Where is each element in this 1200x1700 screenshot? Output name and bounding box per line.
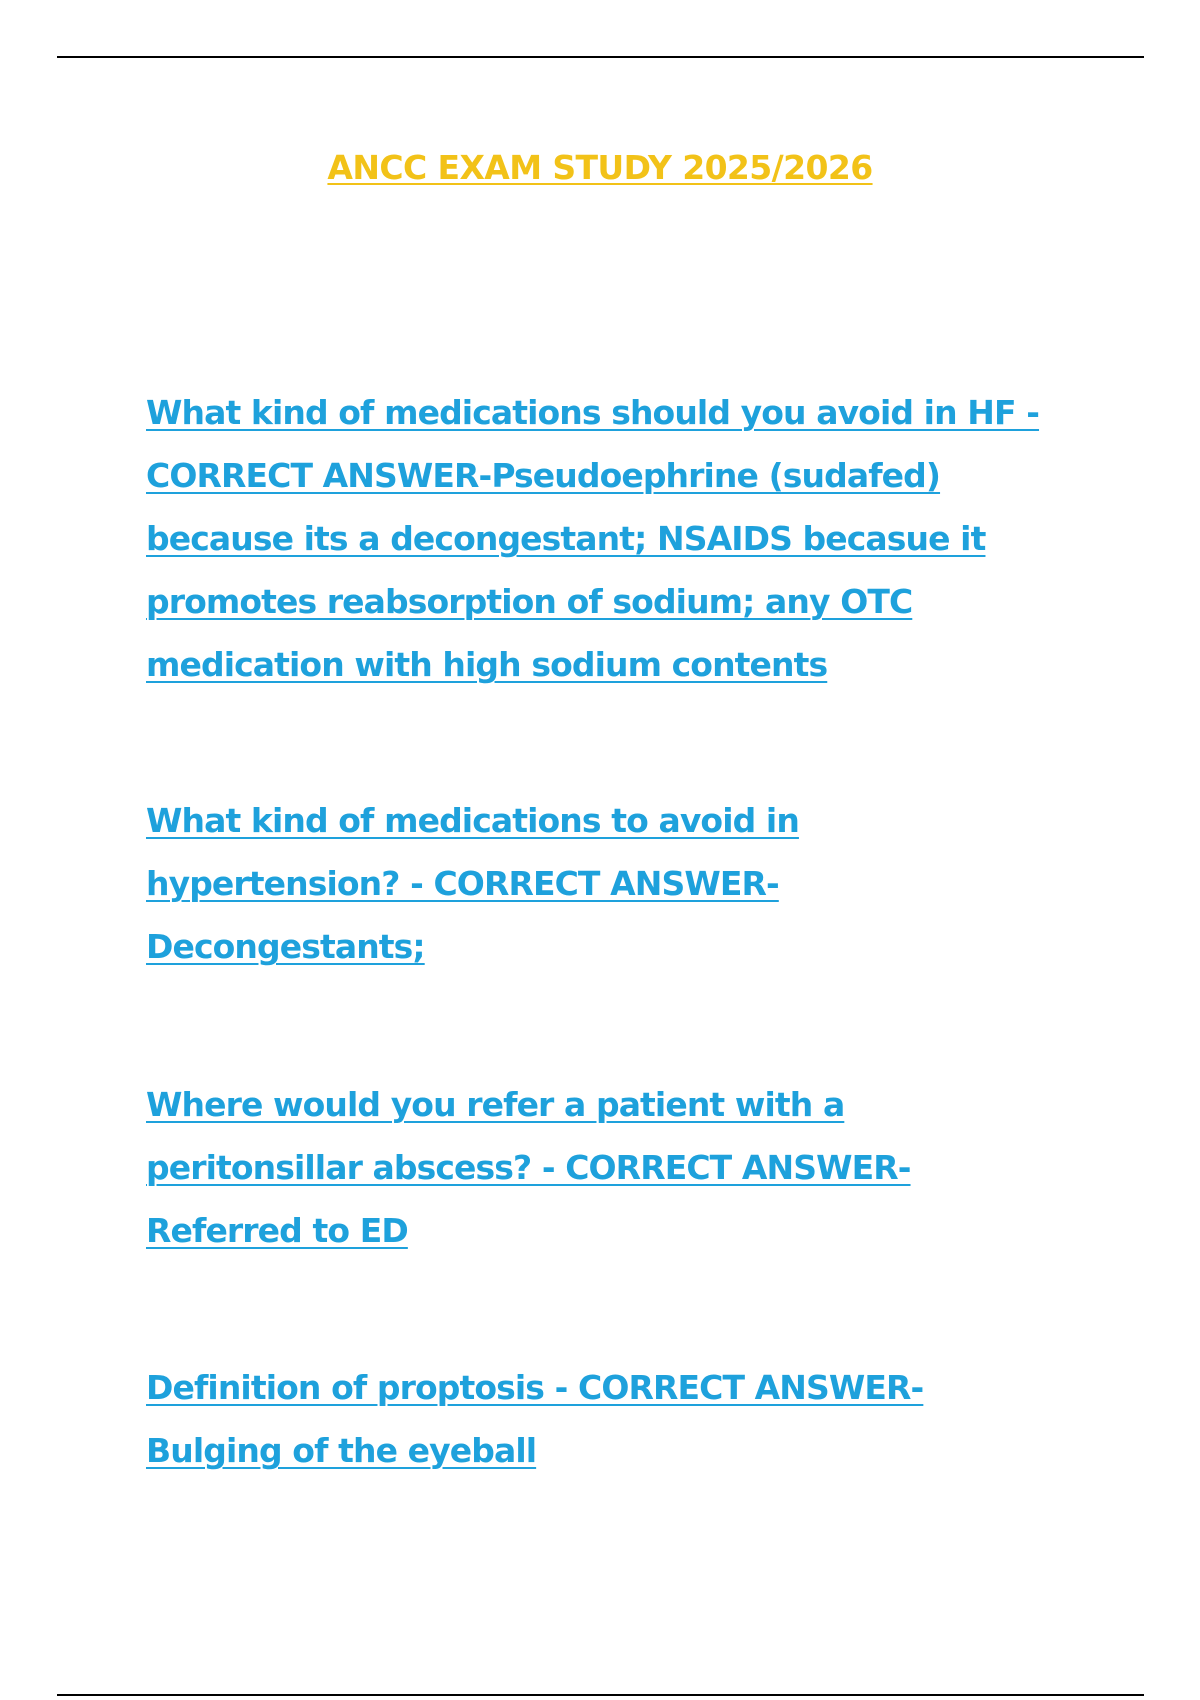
qa-item-proptosis-definition: Definition of proptosis - CORRECT ANSWER-Bulging of the eyeball (146, 1368, 924, 1470)
qa-item-hypertension-medications: What kind of medications to avoid in hypertension? - CORRECT ANSWER-Decongestants; (146, 801, 799, 966)
bottom-rule (57, 1694, 1144, 1696)
page-title-text: ANCC EXAM STUDY 2025/2026 (327, 148, 873, 187)
top-rule (57, 56, 1144, 58)
page-title (0, 148, 1200, 187)
qa-item-peritonsillar-abscess-referral: Where would you refer a patient with a peritonsillar abscess? - CORRECT ANSWER-Referred to ED (146, 1085, 911, 1250)
qa-item-heart-failure-medications: What kind of medications should you avoid in HF - CORRECT ANSWER-Pseudoephrine (sudafed) because its a decongestant; NSAIDS becasue it promotes reabsorption of sodium; any OTC medication with high sodium contents (146, 393, 1040, 684)
